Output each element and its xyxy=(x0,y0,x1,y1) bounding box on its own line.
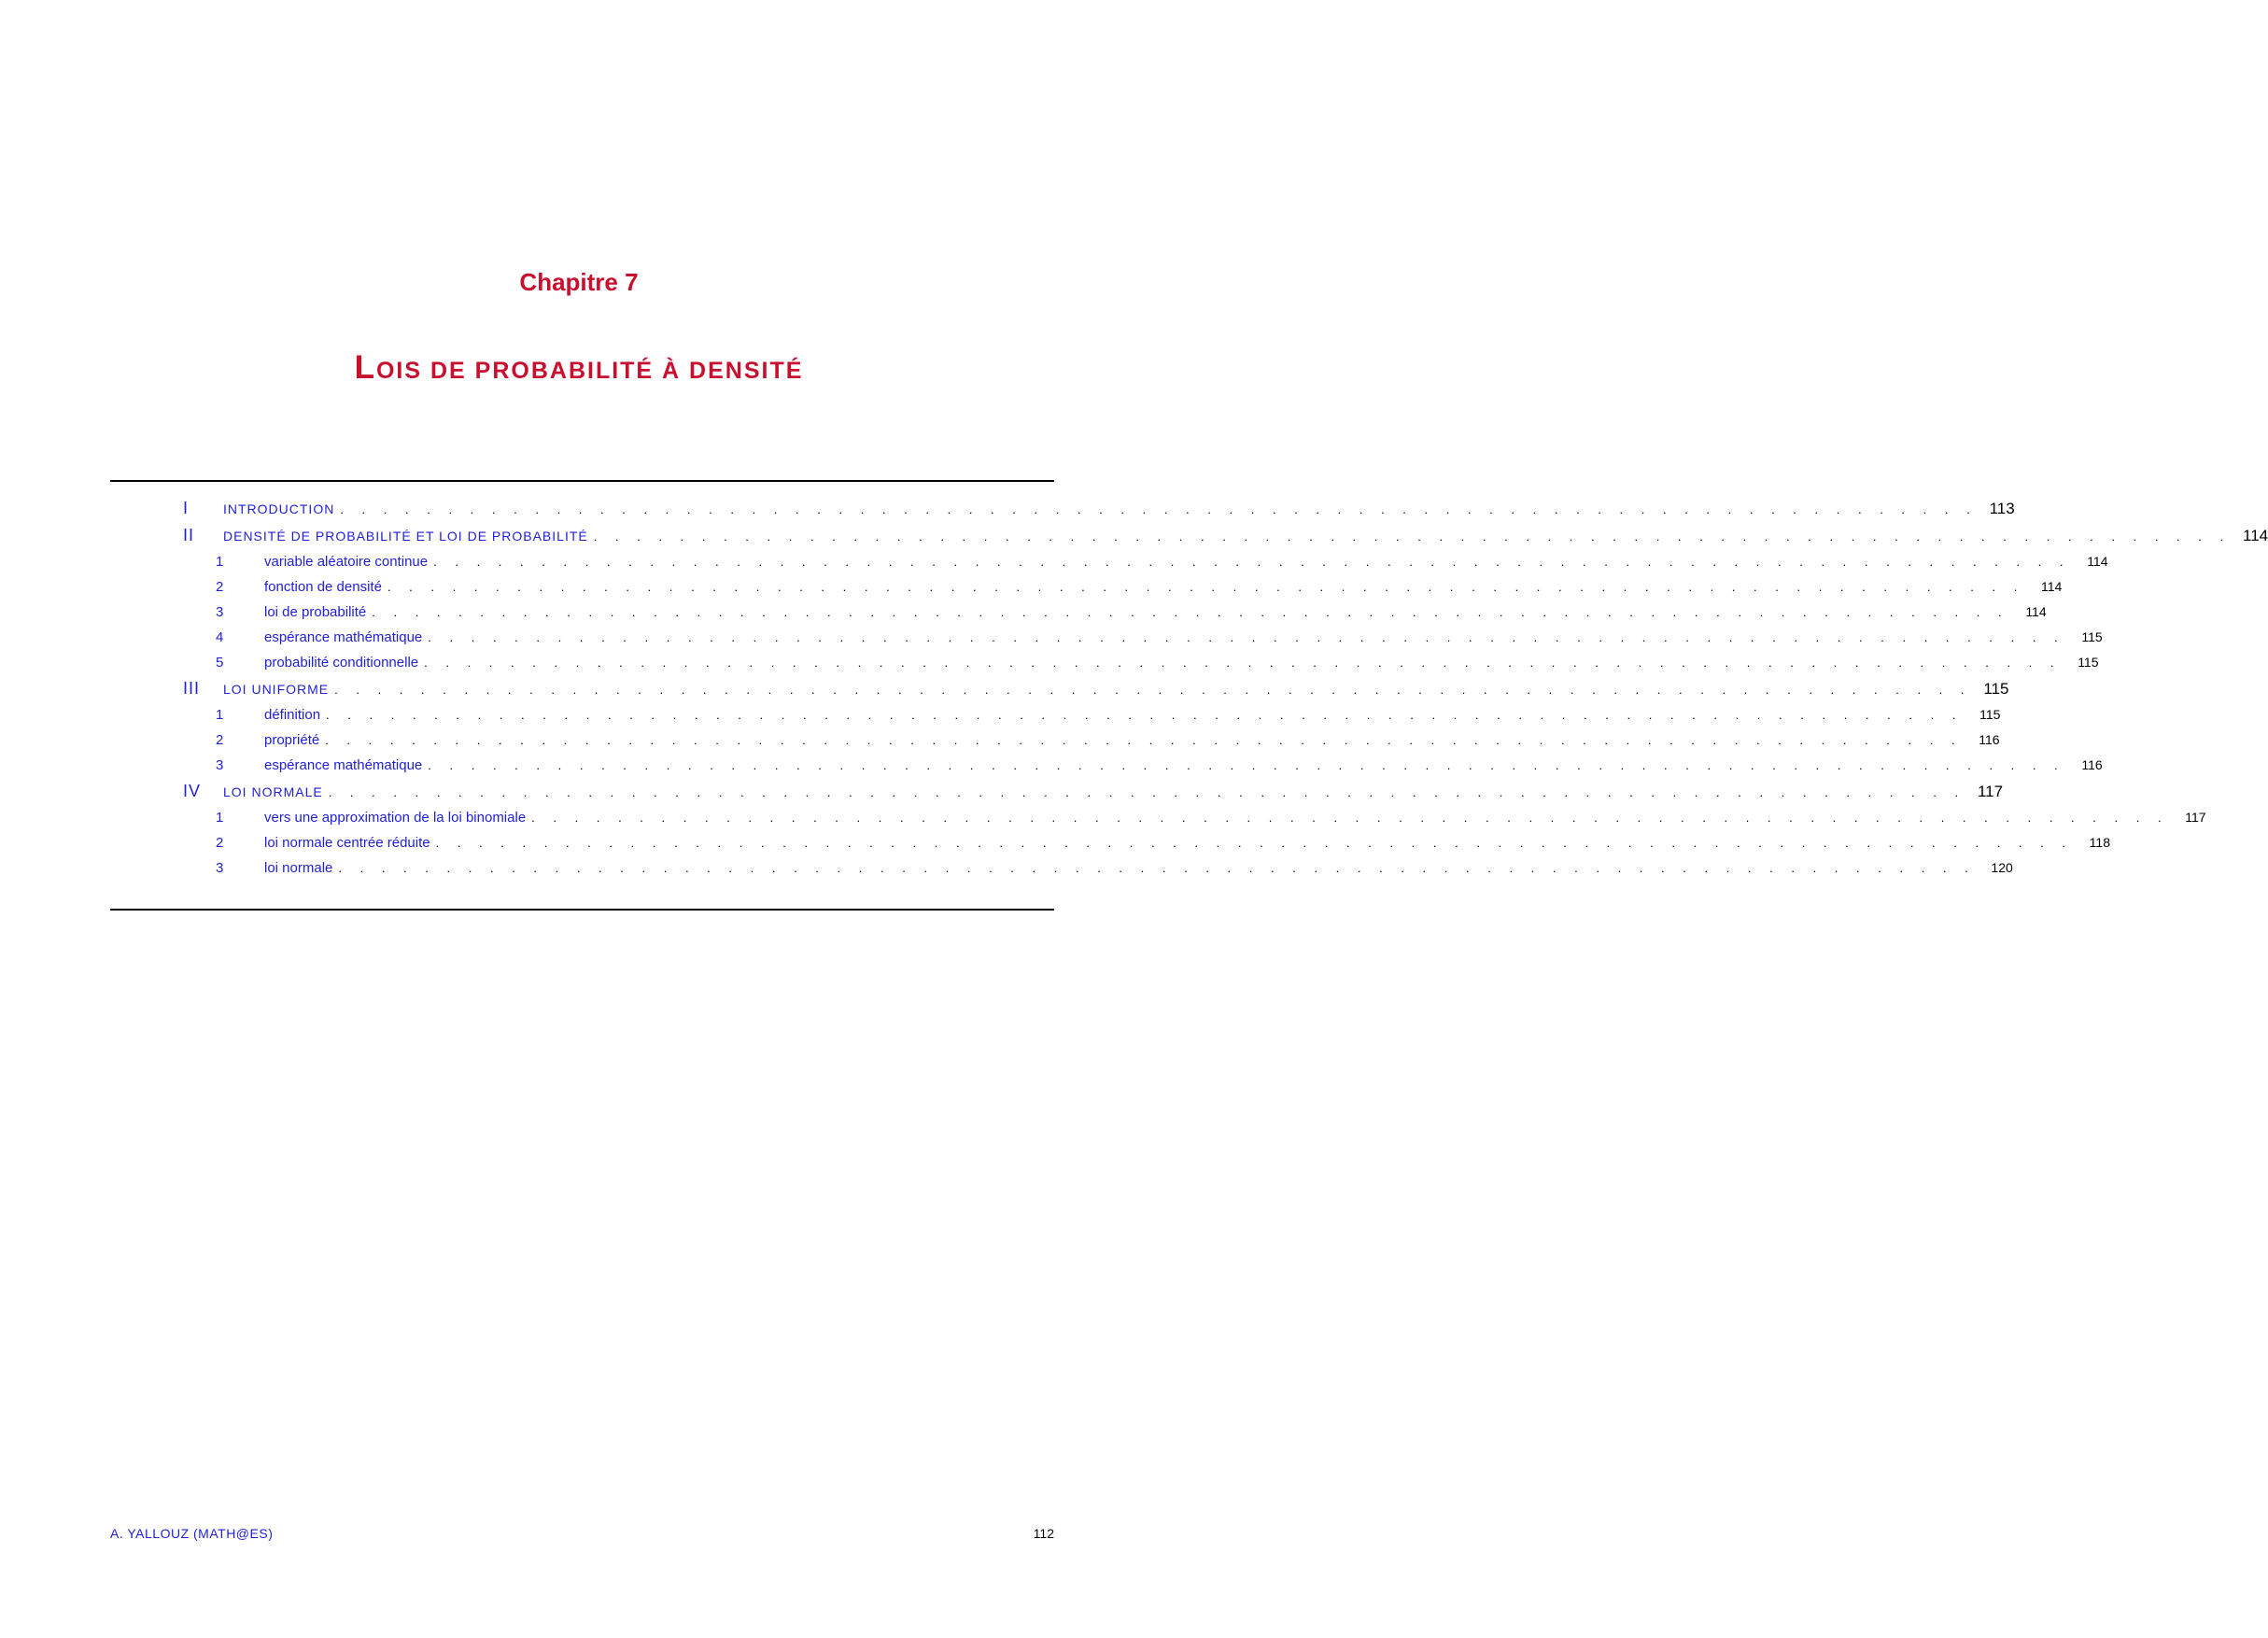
chapter-title-rest: OIS DE PROBABILITÉ À DENSITÉ xyxy=(375,358,804,384)
toc-subsection-number[interactable]: 1 xyxy=(216,707,224,723)
toc-leader-dots: . . . . . . . . . . . . . . . . . . . . . . . . . . . . . . . . . . . . . . . . . . . . . . . . . . . . . . . . . . . . . . . . . . . . . . . . . . . . xyxy=(325,733,1963,747)
toc-page-number: 115 xyxy=(2078,655,2099,670)
toc-subsection[interactable] xyxy=(0,805,2206,830)
toc-page-number: 116 xyxy=(1979,732,2000,747)
toc-subsection-number[interactable]: 5 xyxy=(216,655,224,671)
toc-subsection-label[interactable]: espérance mathématique xyxy=(264,629,423,645)
toc-section-densite[interactable] xyxy=(0,522,2268,549)
toc-leader-dots: . . . . . . . . . . . . . . . . . . . . . . . . . . . . . . . . . . . . . . . . . . . . . . . . . . . . . . . . . . . . . . . . . . . . . . . . . . . . xyxy=(428,758,2065,772)
toc-subsection-number[interactable]: 3 xyxy=(216,860,224,876)
toc-subsection-number[interactable]: 1 xyxy=(216,554,224,570)
toc-subsection[interactable] xyxy=(0,574,2063,600)
toc-section-entry[interactable] xyxy=(223,782,2004,801)
toc-page-number: 115 xyxy=(1983,679,2009,698)
toc-top-rule xyxy=(110,480,1054,482)
toc-page-number: 115 xyxy=(1979,707,2001,722)
toc-subsection[interactable] xyxy=(0,830,2110,855)
toc-section-number[interactable]: IV xyxy=(183,782,202,800)
toc-subsection[interactable] xyxy=(0,753,2103,778)
toc-subsection-label[interactable]: définition xyxy=(264,707,321,723)
toc-section-loi-normale[interactable] xyxy=(0,778,2004,805)
toc-section-label[interactable]: DENSITÉ DE PROBABILITÉ ET LOI DE PROBABILITÉ xyxy=(223,528,588,544)
toc-leader-dots: . . . . . . . . . . . . . . . . . . . . . . . . . . . . . . . . . . . . . . . . . . . . . . . . . . . . . . . . . . . . . . . . . . . . . . . . . . . . xyxy=(334,682,1972,697)
table-of-contents xyxy=(0,495,2268,881)
toc-section-entry[interactable] xyxy=(223,526,2268,545)
toc-subsection-label[interactable]: vers une approximation de la loi binomiale xyxy=(264,810,527,826)
toc-section-label[interactable]: LOI UNIFORME xyxy=(223,681,330,697)
toc-leader-dots: . . . . . . . . . . . . . . . . . . . . . . . . . . . . . . . . . . . . . . . . . . . . . . . . . . . . . . . . . . . . . . . . . . . . . . . . . . . . xyxy=(435,836,2073,850)
footer-page-number: 112 xyxy=(1033,1526,1054,1541)
toc-page-number: 118 xyxy=(2089,835,2110,850)
toc-subsection-number[interactable]: 3 xyxy=(216,757,224,773)
toc-leader-dots: . . . . . . . . . . . . . . . . . . . . . . . . . . . . . . . . . . . . . . . . . . . . . . . . . . . . . . . . . . . . . . . . . . . . . . . . . . . . xyxy=(328,784,1966,799)
toc-subsection-number[interactable]: 4 xyxy=(216,629,224,645)
toc-leader-dots: . . . . . . . . . . . . . . . . . . . . . . . . . . . . . . . . . . . . . . . . . . . . . . . . . . . . . . . . . . . . . . . . . . . . . . . . . . . . xyxy=(424,656,2062,670)
toc-page-number: 120 xyxy=(1991,860,2013,875)
toc-leader-dots: . . . . . . . . . . . . . . . . . . . . . . . . . . . . . . . . . . . . . . . . . . . . . . . . . . . . . . . . . . . . . . . . . . . . . . . . . . . . xyxy=(593,529,2232,544)
toc-subsection-entry[interactable] xyxy=(264,810,2206,826)
toc-subsection-entry[interactable] xyxy=(264,629,2103,645)
footer-author: A. YALLOUZ (MATH@ES) xyxy=(110,1526,274,1541)
toc-subsection-number[interactable]: 2 xyxy=(216,732,224,748)
toc-page-number: 117 xyxy=(2185,810,2206,825)
toc-section-loi-uniforme[interactable] xyxy=(0,675,2009,702)
toc-subsection-entry[interactable] xyxy=(264,554,2108,570)
toc-section-entry[interactable] xyxy=(223,499,2015,518)
toc-subsection[interactable] xyxy=(0,702,2001,727)
toc-section-introduction[interactable] xyxy=(0,495,2015,522)
toc-page-number: 113 xyxy=(1989,499,2015,517)
toc-section-number[interactable]: I xyxy=(183,499,190,517)
chapter-title-initial: L xyxy=(354,349,376,386)
toc-subsection-entry[interactable] xyxy=(264,757,2103,773)
toc-subsection-entry[interactable] xyxy=(264,579,2063,595)
toc-subsection-label[interactable]: probabilité conditionnelle xyxy=(264,655,419,671)
toc-leader-dots: . . . . . . . . . . . . . . . . . . . . . . . . . . . . . . . . . . . . . . . . . . . . . . . . . . . . . . . . . . . . . . . . . . . . . . . . . . . . xyxy=(340,501,1978,516)
toc-leader-dots: . . . . . . . . . . . . . . . . . . . . . . . . . . . . . . . . . . . . . . . . . . . . . . . . . . . . . . . . . . . . . . . . . . . . . . . . . . . . xyxy=(428,630,2065,644)
toc-subsection-label[interactable]: fonction de densité xyxy=(264,579,382,595)
chapter-title xyxy=(0,349,1158,387)
toc-leader-dots: . . . . . . . . . . . . . . . . . . . . . . . . . . . . . . . . . . . . . . . . . . . . . . . . . . . . . . . . . . . . . . . . . . . . . . . . . . . . xyxy=(338,861,1976,875)
toc-subsection-label[interactable]: loi de probabilité xyxy=(264,604,367,620)
toc-leader-dots: . . . . . . . . . . . . . . . . . . . . . . . . . . . . . . . . . . . . . . . . . . . . . . . . . . . . . . . . . . . . . . . . . . . . . . . . . . . . xyxy=(372,605,2009,619)
toc-section-label[interactable]: LOI NORMALE xyxy=(223,784,323,799)
toc-subsection-label[interactable]: loi normale centrée réduite xyxy=(264,835,430,851)
toc-subsection[interactable] xyxy=(0,549,2108,574)
toc-subsection-number[interactable]: 3 xyxy=(216,604,224,620)
toc-subsection-number[interactable]: 2 xyxy=(216,835,224,851)
toc-subsection[interactable] xyxy=(0,727,2000,753)
toc-section-number[interactable]: II xyxy=(183,526,195,544)
toc-leader-dots: . . . . . . . . . . . . . . . . . . . . . . . . . . . . . . . . . . . . . . . . . . . . . . . . . . . . . . . . . . . . . . . . . . . . . . . . . . . . xyxy=(326,708,1964,722)
toc-subsection-number[interactable]: 1 xyxy=(216,810,224,826)
toc-subsection[interactable] xyxy=(0,625,2103,650)
toc-subsection-entry[interactable] xyxy=(264,707,2001,723)
toc-leader-dots: . . . . . . . . . . . . . . . . . . . . . . . . . . . . . . . . . . . . . . . . . . . . . . . . . . . . . . . . . . . . . . . . . . . . . . . . . . . . xyxy=(387,580,2025,594)
toc-subsection[interactable] xyxy=(0,650,2099,675)
toc-subsection-label[interactable]: variable aléatoire continue xyxy=(264,554,429,570)
toc-subsection[interactable] xyxy=(0,855,2013,881)
toc-page-number: 114 xyxy=(2243,526,2268,544)
toc-bottom-rule xyxy=(110,909,1054,911)
toc-page-number: 116 xyxy=(2081,757,2103,772)
toc-subsection-entry[interactable] xyxy=(264,655,2099,671)
toc-subsection-entry[interactable] xyxy=(264,732,2000,748)
toc-subsection-entry[interactable] xyxy=(264,604,2047,620)
toc-subsection-entry[interactable] xyxy=(264,835,2110,851)
toc-subsection-number[interactable]: 2 xyxy=(216,579,224,595)
toc-leader-dots: . . . . . . . . . . . . . . . . . . . . . . . . . . . . . . . . . . . . . . . . . . . . . . . . . . . . . . . . . . . . . . . . . . . . . . . . . . . . xyxy=(531,811,2169,825)
toc-page-number: 117 xyxy=(1977,782,2004,800)
toc-page-number: 114 xyxy=(2025,604,2047,619)
toc-subsection[interactable] xyxy=(0,600,2047,625)
toc-page-number: 114 xyxy=(2087,554,2108,569)
toc-subsection-label[interactable]: propriété xyxy=(264,732,320,748)
toc-section-entry[interactable] xyxy=(223,679,2009,699)
toc-subsection-label[interactable]: loi normale xyxy=(264,860,333,876)
toc-page-number: 115 xyxy=(2081,629,2103,644)
chapter-label: Chapitre 7 xyxy=(519,268,639,296)
toc-page-number: 114 xyxy=(2041,579,2063,594)
toc-section-label[interactable]: INTRODUCTION xyxy=(223,501,335,516)
toc-leader-dots: . . . . . . . . . . . . . . . . . . . . . . . . . . . . . . . . . . . . . . . . . . . . . . . . . . . . . . . . . . . . . . . . . . . . . . . . . . . . xyxy=(433,555,2071,569)
toc-subsection-entry[interactable] xyxy=(264,860,2013,876)
toc-section-number[interactable]: III xyxy=(183,679,201,698)
toc-subsection-label[interactable]: espérance mathématique xyxy=(264,757,423,773)
